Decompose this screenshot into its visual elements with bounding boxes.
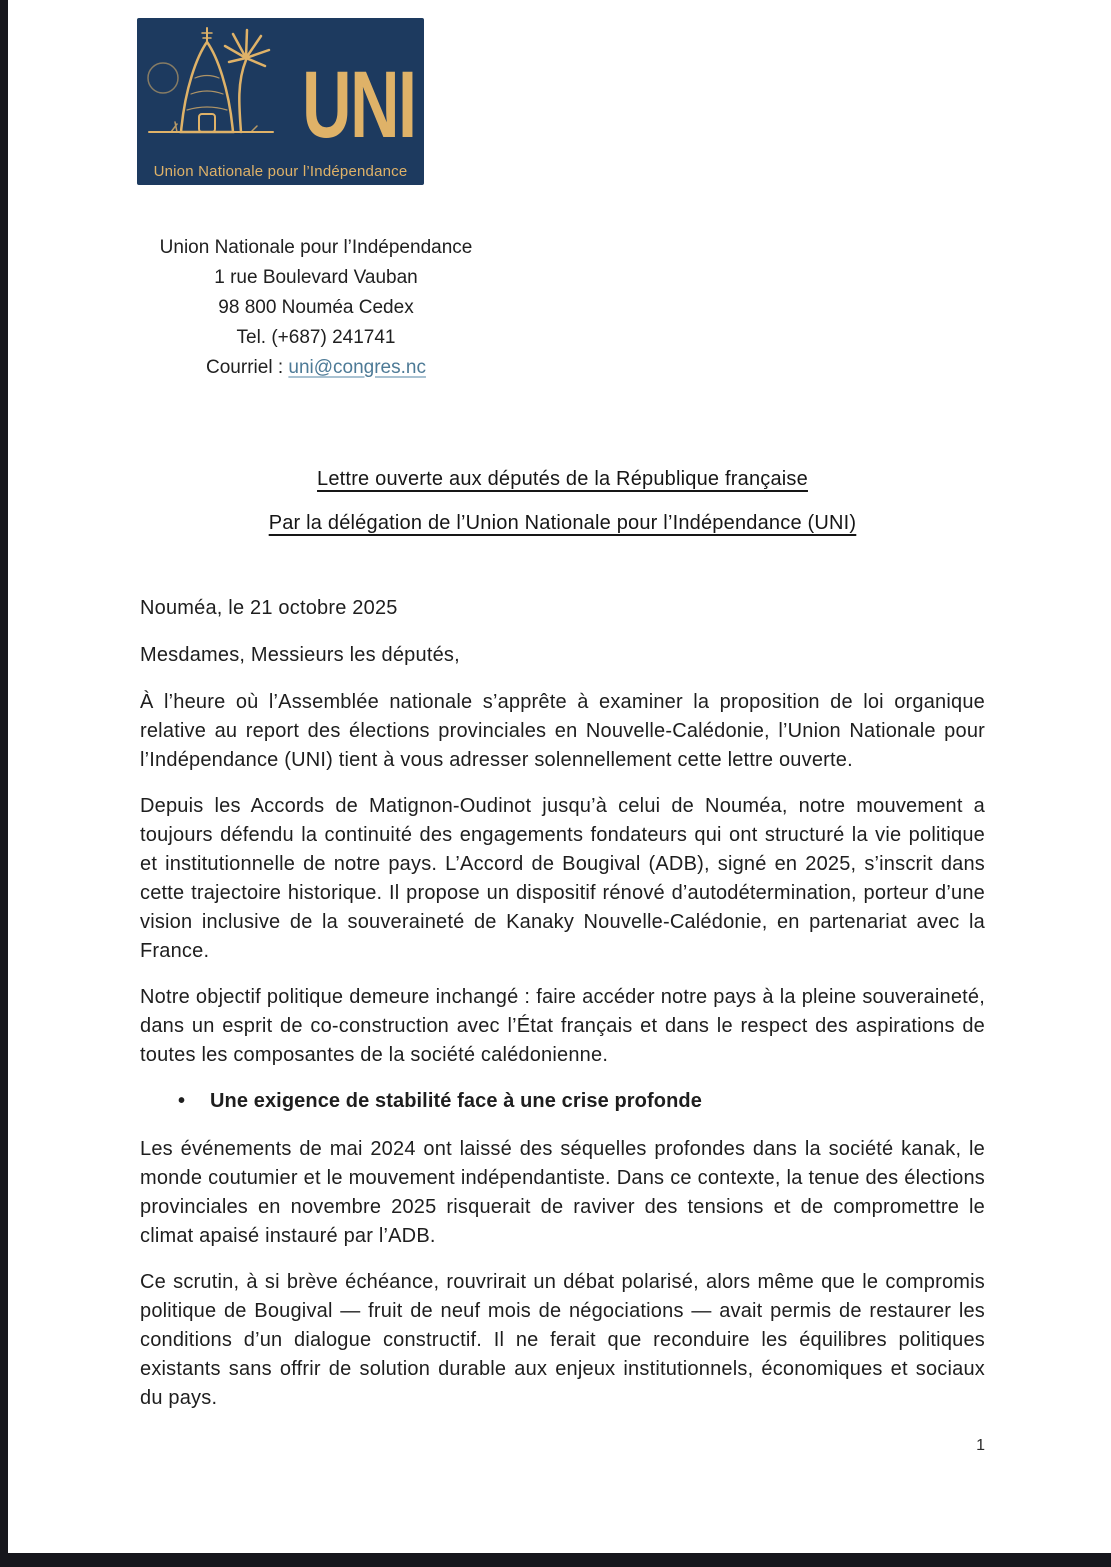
salutation: Mesdames, Messieurs les députés, [140, 644, 460, 666]
bullet-heading: • Une exigence de stabilité face à une crise profonde [140, 1087, 985, 1116]
dateline: Nouméa, le 21 octobre 2025 [140, 597, 398, 619]
letterhead-email-line [140, 353, 492, 383]
paragraph: Depuis les Accords de Matignon-Oudinot jusqu’à celui de Nouméa, notre mouvement a toujours défendu la continuité des engagements fondateurs qui ont structuré la vie politique et institutionnelle de notre pays. L’Accord de Bougival (ADB), signé en 2025, s’inscrit dans cette trajectoire historique. Il propose un dispositif rénové d’autodétermination, porteur d’une vision inclusive de la souveraineté de Kanaky Nouvelle-Calédonie, en partenariat avec la France. [140, 795, 985, 962]
paragraph: À l’heure où l’Assemblée nationale s’apprête à examiner la proposition de loi organique relative au report des élections provinciales en Nouvelle-Calédonie, l’Union Nationale pour l’Indépendance (UNI) tient à vous adresser solennellement cette lettre ouverte. [140, 691, 985, 771]
paragraph: Ce scrutin, à si brève échéance, rouvrirait un débat polarisé, alors même que le compromis politique de Bougival — fruit de neuf mois de négociations — avait permis de restaurer les conditions d’un dialogue constructif. Il ne ferait que reconduire les équilibres politiques existants sans offrir de solution durable aux enjeux institutionnels, économiques et sociaux du pays. [140, 1271, 985, 1409]
bullet-list [140, 1087, 985, 1116]
letter-titles [140, 467, 985, 555]
logo-acronym: UNI [302, 52, 416, 158]
letter-title: Lettre ouverte aux députés de la République française [317, 468, 808, 490]
email-label: Courriel : [206, 357, 289, 378]
bottom-edge-bar [0, 1553, 1111, 1567]
paragraph: Les événements de mai 2024 ont laissé des séquelles profondes dans la société kanak, le monde coutumier et le mouvement indépendantiste. Dans ce contexte, la tenue des élections provinciales en novembre 2025 risquerait de raviver des tensions et de compromettre le climat apaisé instauré par l’ADB. [140, 1138, 985, 1247]
letterhead-phone: Tel. (+687) 241741 [236, 327, 396, 348]
page-number: 1 [976, 1437, 985, 1454]
letterhead-street: 1 rue Boulevard Vauban [214, 267, 418, 288]
letterhead-city: 98 800 Nouméa Cedex [218, 297, 414, 318]
email-link[interactable]: uni@congres.nc [288, 357, 426, 378]
paragraph: Notre objectif politique demeure inchangé : faire accéder notre pays à la pleine souveraineté, dans un esprit de co-construction avec l’État français et dans le respect des aspirations de toutes les composantes de la société calédonienne. [140, 986, 985, 1066]
letterhead [140, 233, 492, 383]
left-edge-bar [0, 0, 8, 1567]
logo-caption: Union Nationale pour l’Indépendance [153, 163, 408, 180]
uni-logo [137, 18, 424, 185]
letter-body [140, 594, 985, 1430]
letter-subtitle: Par la délégation de l’Union Nationale pour l’Indépendance (UNI) [268, 512, 857, 534]
kanak-hut-palm-icon [147, 26, 275, 150]
letterhead-org: Union Nationale pour l’Indépendance [159, 237, 473, 258]
